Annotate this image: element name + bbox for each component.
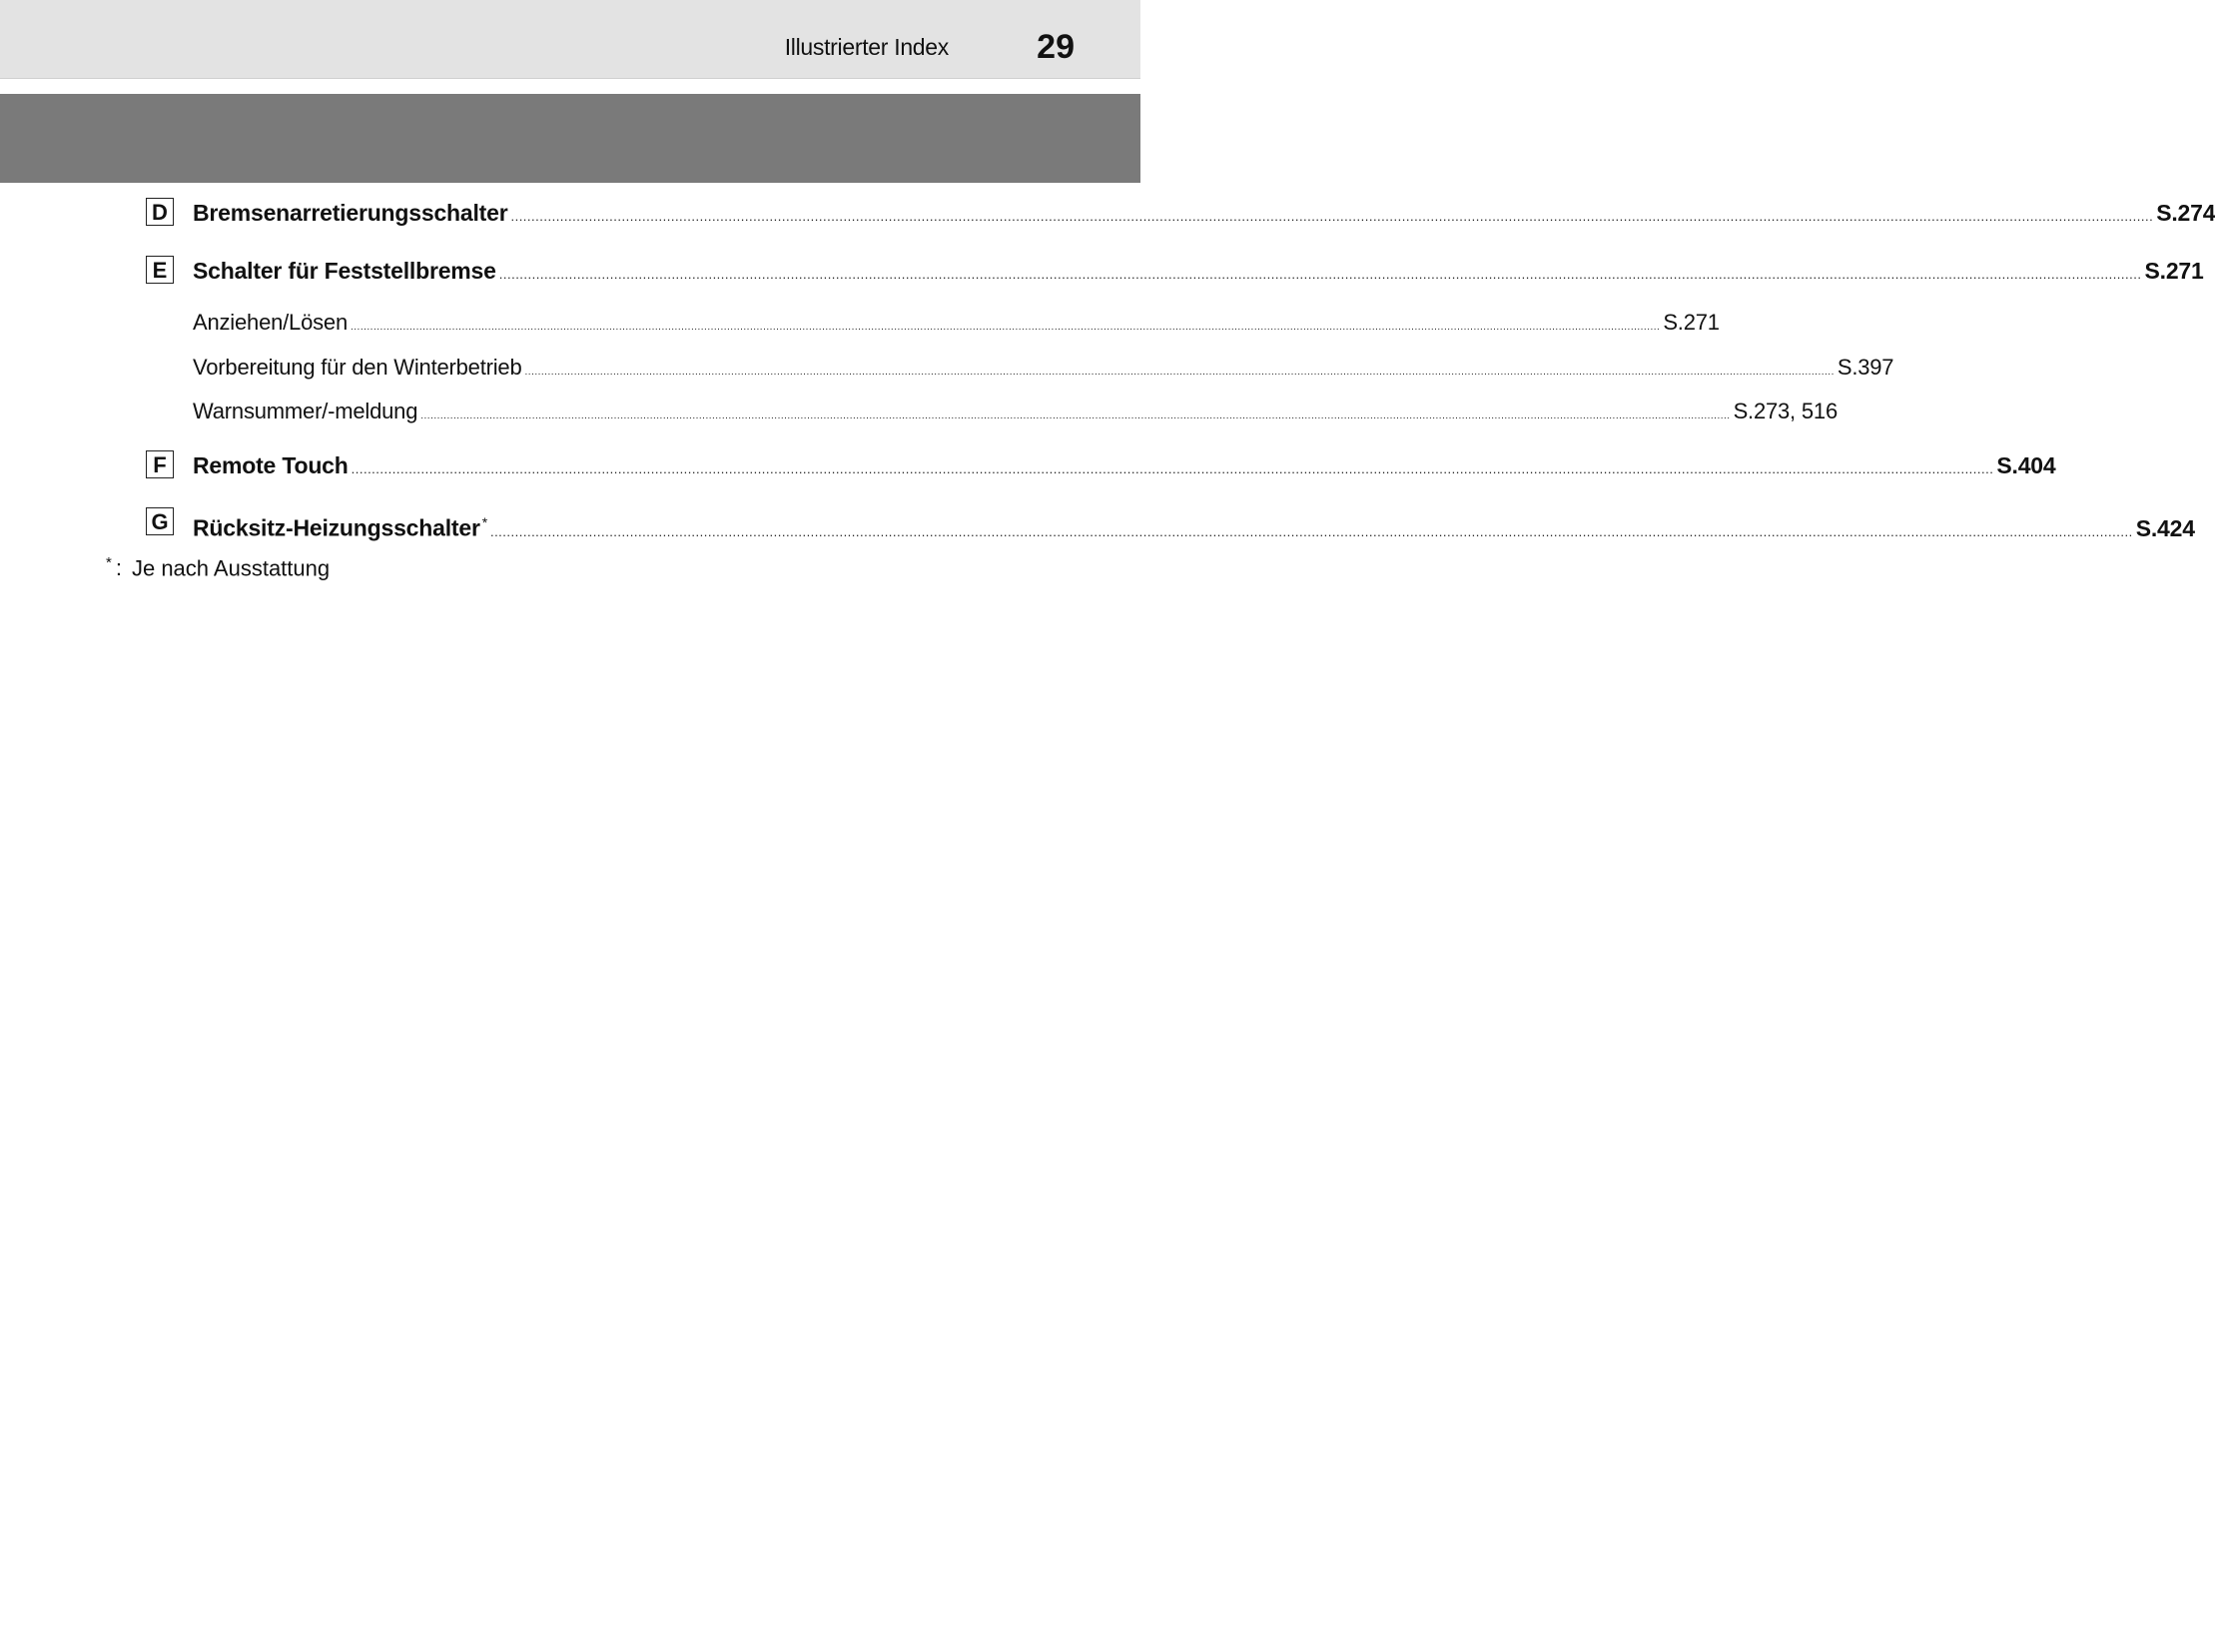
entry-label: Rücksitz-Heizungsschalter * — [193, 514, 487, 541]
entry-page-ref[interactable]: S.274 — [2156, 200, 2215, 226]
subentry-label: Vorbereitung für den Winterbetrieb — [193, 355, 522, 380]
dot-leader: ................................................................................................................................................................................................................................................................................................................................................................................................................ — [351, 461, 1994, 476]
dot-leader: ................................................................................................................................................................................................................................................................................................................................................................................................................ — [351, 322, 1661, 333]
entry-page-ref[interactable]: S.424 — [2135, 514, 2195, 541]
subentry-page-ref[interactable]: S.273, 516 — [1733, 399, 1838, 423]
subentry-page-ref[interactable]: S.271 — [1663, 310, 1720, 335]
page-number: 29 — [1037, 28, 1075, 66]
dot-leader: ................................................................................................................................................................................................................................................................................................................................................................................................................ — [498, 267, 2142, 282]
footnote-marker: * — [106, 554, 112, 571]
subentry-label: Anziehen/Lösen — [193, 310, 348, 335]
dot-leader: ................................................................................................................................................................................................................................................................................................................................................................................................................ — [510, 209, 2154, 224]
dot-leader: ................................................................................................................................................................................................................................................................................................................................................................................................................ — [420, 411, 1731, 421]
index-entry-d — [146, 196, 2215, 230]
footnote-text: Je nach Ausstattung — [131, 555, 331, 581]
index-subentry — [146, 395, 1838, 428]
entry-label: Schalter für Feststellbremse — [193, 258, 496, 284]
index-subentry — [146, 306, 1720, 340]
index-entry-e — [146, 254, 2204, 288]
entry-page-ref[interactable]: S.271 — [2144, 258, 2204, 284]
entry-letter-badge: F — [146, 450, 174, 478]
index-subentry — [146, 351, 1894, 385]
entry-label: Remote Touch — [193, 452, 349, 478]
index-entry-g — [146, 505, 2195, 541]
entry-page-ref[interactable]: S.404 — [1996, 452, 2056, 478]
dot-leader: ................................................................................................................................................................................................................................................................................................................................................................................................................ — [489, 523, 2133, 539]
entry-label: Bremsenarretierungsschalter — [193, 200, 508, 226]
entry-letter-badge: D — [146, 198, 174, 226]
section-title: Illustrierter Index — [784, 34, 949, 60]
footnote-marker: * — [481, 514, 487, 530]
dot-leader: ................................................................................................................................................................................................................................................................................................................................................................................................................ — [524, 367, 1835, 378]
subentry-label: Warnsummer/-meldung — [193, 399, 418, 423]
index-entry-f — [146, 448, 2056, 482]
entry-letter-badge: E — [146, 256, 174, 284]
footnote: * : Je nach Ausstattung — [106, 554, 331, 581]
page-header — [0, 0, 1140, 79]
subentry-page-ref[interactable]: S.397 — [1837, 355, 1894, 380]
header-gray-bar — [0, 94, 1140, 183]
entry-letter-badge: G — [146, 507, 174, 535]
